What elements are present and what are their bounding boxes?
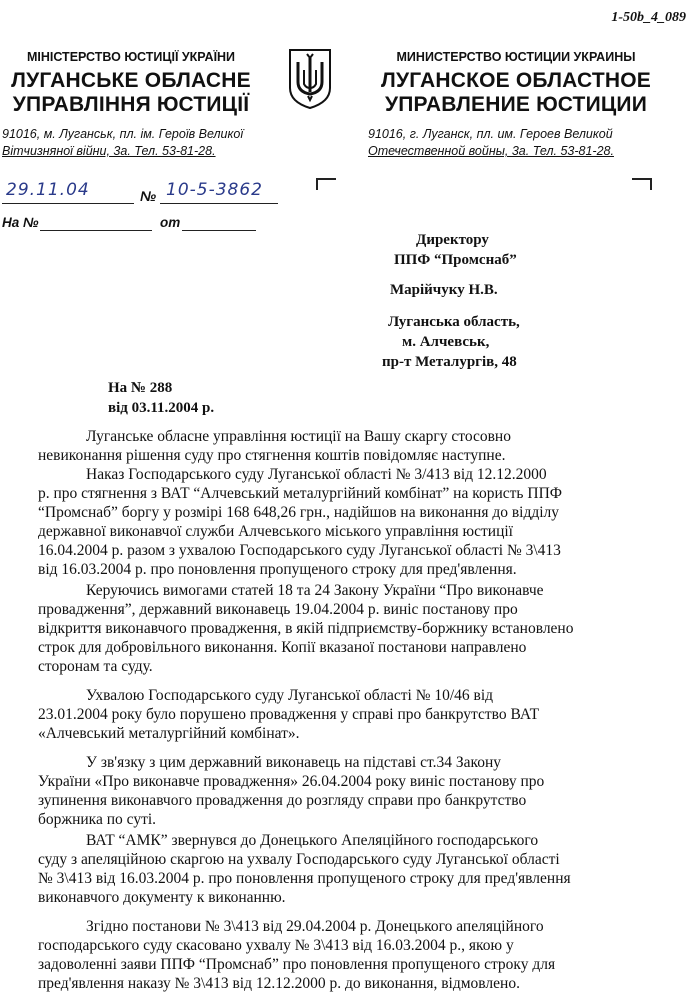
body-line: 16.04.2004 р. разом з ухвалою Господарського суду Луганської області № 3\413 bbox=[38, 542, 561, 559]
body-line: Керуючись вимогами статей 18 та 24 Закону України “Про виконавче bbox=[86, 582, 544, 599]
address-russian-line2: Отечественной войны, 3а. Тел. 53-81-28. bbox=[368, 144, 614, 158]
org-name-ukrainian-line1: ЛУГАНСЬКЕ ОБЛАСНЕ bbox=[11, 69, 251, 92]
body-line: “Промснаб” боргу у розмірі 168 648,26 грн., надійшов на виконання до відділу bbox=[38, 504, 560, 521]
body-line: Ухвалою Господарського суду Луганської області № 10/46 від bbox=[86, 687, 494, 704]
body-line: задоволенні заяви ППФ “Промснаб” про поновлення пропущеного строку для bbox=[38, 956, 556, 973]
reply-reference-number: На № 288 bbox=[108, 380, 173, 396]
body-line: невиконання рішення суду про стягнення коштів повідомляє наступне. bbox=[38, 447, 506, 464]
letterhead-right bbox=[366, 50, 666, 117]
body-line: «Алчевський металургійний комбінат». bbox=[38, 725, 300, 742]
body-line: суду з апеляційною скаргою на ухвалу Господарського суду Луганської області bbox=[38, 851, 560, 868]
body-line: провадження”, державний виконавець 19.04.2004 р. виніс постанову про bbox=[38, 601, 518, 618]
addressee-name: Марійчуку Н.В. bbox=[390, 282, 498, 298]
body-line: боржника по суті. bbox=[38, 811, 157, 828]
body-line: господарського суду скасовано ухвалу № 3\413 від 16.03.2004 р., якою у bbox=[38, 937, 514, 954]
addressee-title: Директору bbox=[416, 232, 489, 248]
reply-reference bbox=[108, 378, 214, 418]
addressee-city: м. Алчевськ, bbox=[402, 334, 490, 350]
body-line: сторонам та суду. bbox=[38, 658, 153, 675]
trident-coat-of-arms-icon bbox=[286, 48, 334, 110]
letterhead-left bbox=[6, 50, 256, 117]
outgoing-date: 29.11.04 bbox=[6, 180, 90, 200]
body-line: державної виконавчої служби Алчевського міського управління юстиції bbox=[38, 523, 513, 540]
document-code: 1-50b_4_089 bbox=[611, 10, 686, 25]
paragraph-1 bbox=[38, 427, 672, 465]
addressee-region: Луганська область, bbox=[388, 314, 520, 330]
body-line: Наказ Господарського суду Луганської області № 3/413 від 12.12.2000 bbox=[86, 466, 547, 483]
reply-from-underline bbox=[182, 230, 256, 231]
paragraph-3 bbox=[38, 581, 672, 676]
body-line: зупинення виконавчого провадження до розгляду справи про банкрутство bbox=[38, 792, 527, 809]
addressee-block bbox=[376, 230, 676, 372]
org-name-russian-line2: УПРАВЛЕНИЕ ЮСТИЦИИ bbox=[384, 93, 648, 116]
address-ukrainian-line2: Вітчизняної війни, 3а. Тел. 53-81-28. bbox=[2, 144, 216, 158]
body-line: пред'явлення наказу № 3\413 від 12.12.2000 р. до виконання, відмовлено. bbox=[38, 975, 520, 992]
body-line: відкриття виконавчого провадження, в якій підприємству-боржнику встановлено bbox=[38, 620, 574, 637]
date-underline bbox=[2, 203, 134, 204]
outgoing-number: 10-5-3862 bbox=[166, 180, 263, 200]
body-line: України «Про виконавче провадження» 26.04.2004 року виніс постанову про bbox=[38, 773, 545, 790]
ministry-ukrainian: МІНІСТЕРСТВО ЮСТИЦІЇ УКРАЇНИ bbox=[26, 50, 236, 64]
paragraph-5 bbox=[38, 753, 672, 829]
address-ukrainian bbox=[2, 126, 272, 160]
body-line: У зв'язку з цим державний виконавець на підставі ст.34 Закону bbox=[86, 754, 502, 771]
reply-number-label: На № bbox=[2, 215, 39, 230]
body-line: від 16.03.2004 р. про поновлення пропущеного строку для пред'явлення. bbox=[38, 561, 517, 578]
addressee-street: пр-т Металургів, 48 bbox=[382, 354, 517, 370]
org-name-ukrainian-line2: УПРАВЛІННЯ ЮСТИЦІЇ bbox=[12, 93, 250, 116]
ministry-russian: МИНИСТЕРСТВО ЮСТИЦИИ УКРАИНЫ bbox=[396, 50, 636, 64]
address-russian bbox=[368, 126, 668, 160]
paragraph-4 bbox=[38, 686, 672, 743]
body-line: виконавчого документу к виконанню. bbox=[38, 889, 286, 906]
reply-number-underline bbox=[40, 230, 152, 231]
paragraph-2 bbox=[38, 465, 672, 579]
body-line: строк для добровільного виконання. Копії вказаної постанови направлено bbox=[38, 639, 527, 656]
paragraph-6 bbox=[38, 831, 672, 907]
body-line: Луганське обласне управління юстиції на Вашу скаргу стосовно bbox=[86, 428, 511, 445]
body-line: № 3\413 від 16.03.2004 р. про поновлення пропущеного строку для пред'явлення bbox=[38, 870, 571, 887]
reply-reference-date: від 03.11.2004 р. bbox=[108, 400, 215, 416]
paragraph-7 bbox=[38, 917, 672, 993]
address-ukrainian-line1: 91016, м. Луганськ, пл. ім. Героїв Великої bbox=[2, 127, 244, 141]
number-label: № bbox=[140, 188, 157, 204]
reply-from-label: от bbox=[160, 215, 181, 230]
body-line: ВАТ “АМК” звернувся до Донецького Апеляційного господарського bbox=[86, 832, 539, 849]
addressee-company: ППФ “Промснаб” bbox=[394, 252, 517, 268]
body-line: 23.01.2004 року було порушено провадження у справі про банкрутство ВАТ bbox=[38, 706, 540, 723]
address-russian-line1: 91016, г. Луганск, пл. им. Героев Великой bbox=[368, 127, 613, 141]
number-underline bbox=[160, 203, 278, 204]
letter-body bbox=[38, 427, 672, 993]
org-name-russian-line1: ЛУГАНСКОЕ ОБЛАСТНОЕ bbox=[381, 69, 651, 92]
body-line: Згідно постанови № 3\413 від 29.04.2004 р. Донецького апеляційного bbox=[86, 918, 544, 935]
body-line: р. про стягнення з ВАТ “Алчевський металургійний комбінат” на користь ППФ bbox=[38, 485, 563, 502]
corner-mark-top-left bbox=[316, 178, 336, 190]
corner-mark-top-right bbox=[632, 178, 652, 190]
